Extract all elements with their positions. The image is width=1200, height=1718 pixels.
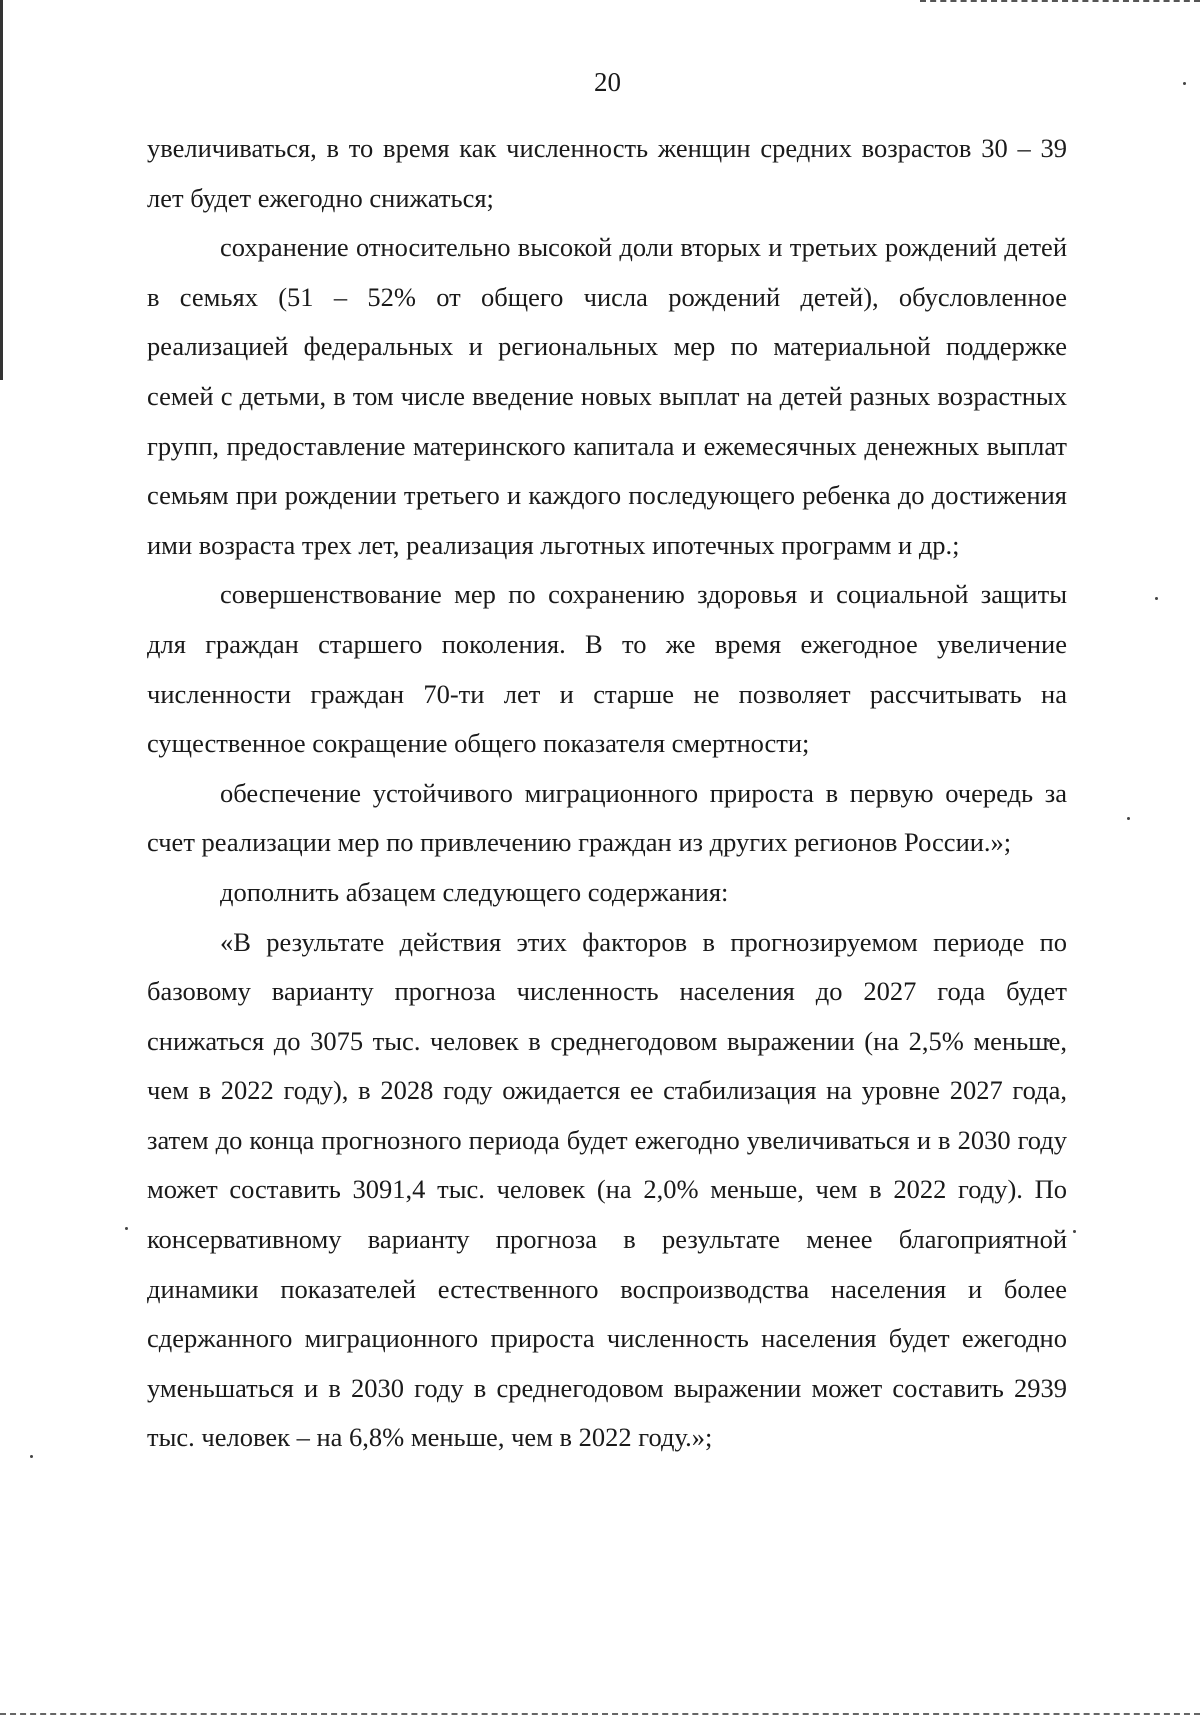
scan-edge-bottom <box>0 1713 1200 1715</box>
paragraph: обеспечение устойчивого миграционного прироста в первую очередь за счет реализации мер по привлечению граждан из других регионов России.»; <box>147 777 1067 858</box>
scan-speck <box>30 1455 33 1458</box>
paragraph: дополнить абзацем следующего содержания: <box>220 876 729 907</box>
scan-speck <box>1073 1230 1076 1233</box>
scan-speck <box>1127 817 1130 820</box>
scan-edge-top <box>920 0 1200 2</box>
paragraph: увеличиваться, в то время как численность женщин средних возрастов 30 – 39 лет будет ежегодно снижаться; <box>147 133 1067 213</box>
document-body <box>147 124 1067 1463</box>
paragraph: сохранение относительно высокой доли вторых и третьих рождений детей в семьях (51 – 52% от общего числа рождений детей), обусловленное реализацией федеральных и региональных мер по материальной поддержке семей с детьми, в том числе введение новых выплат на детей разных возрастных групп, предоставление материнского капитала и ежемесячных денежных выплат семьям при рождении третьего и каждого последующего ребенка до достижения ими возраста трех лет, реализация льготных ипотечных программ и др.; <box>147 232 1067 560</box>
scan-speck <box>125 1227 128 1230</box>
paragraph: «В результате действия этих факторов в прогнозируемом периоде по базовому варианту прогноза численность населения до 2027 года будет снижаться до 3075 тыс. человек в среднегодовом выражении (на 2,5% меньше, чем в 2022 году), в 2028 году ожидается ее стабилизация на уровне 2027 года, затем до конца прогнозного периода будет ежегодно увеличиваться и в 2030 году может составить 3091,4 тыс. человек (на 2,0% меньше, чем в 2022 году). По консервативному варианту прогноза в результате менее благоприятной динамики показателей естественного воспроизводства населения и более сдержанного миграционного прироста численность населения будет ежегодно уменьшаться и в 2030 году в среднегодовом выражении может составить 2939 тыс. человек – на 6,8% меньше, чем в 2022 году.»; <box>147 926 1067 1453</box>
scan-speck <box>1155 597 1158 600</box>
paragraph: совершенствование мер по сохранению здоровья и социальной защиты для граждан старшего поколения. В то же время ежегодное увеличение численности граждан 70-ти лет и старше не позволяет рассчитывать на существенное сокращение общего показателя смертности; <box>147 579 1067 759</box>
scan-edge-left <box>0 0 3 380</box>
page-number: 20 <box>594 67 621 97</box>
